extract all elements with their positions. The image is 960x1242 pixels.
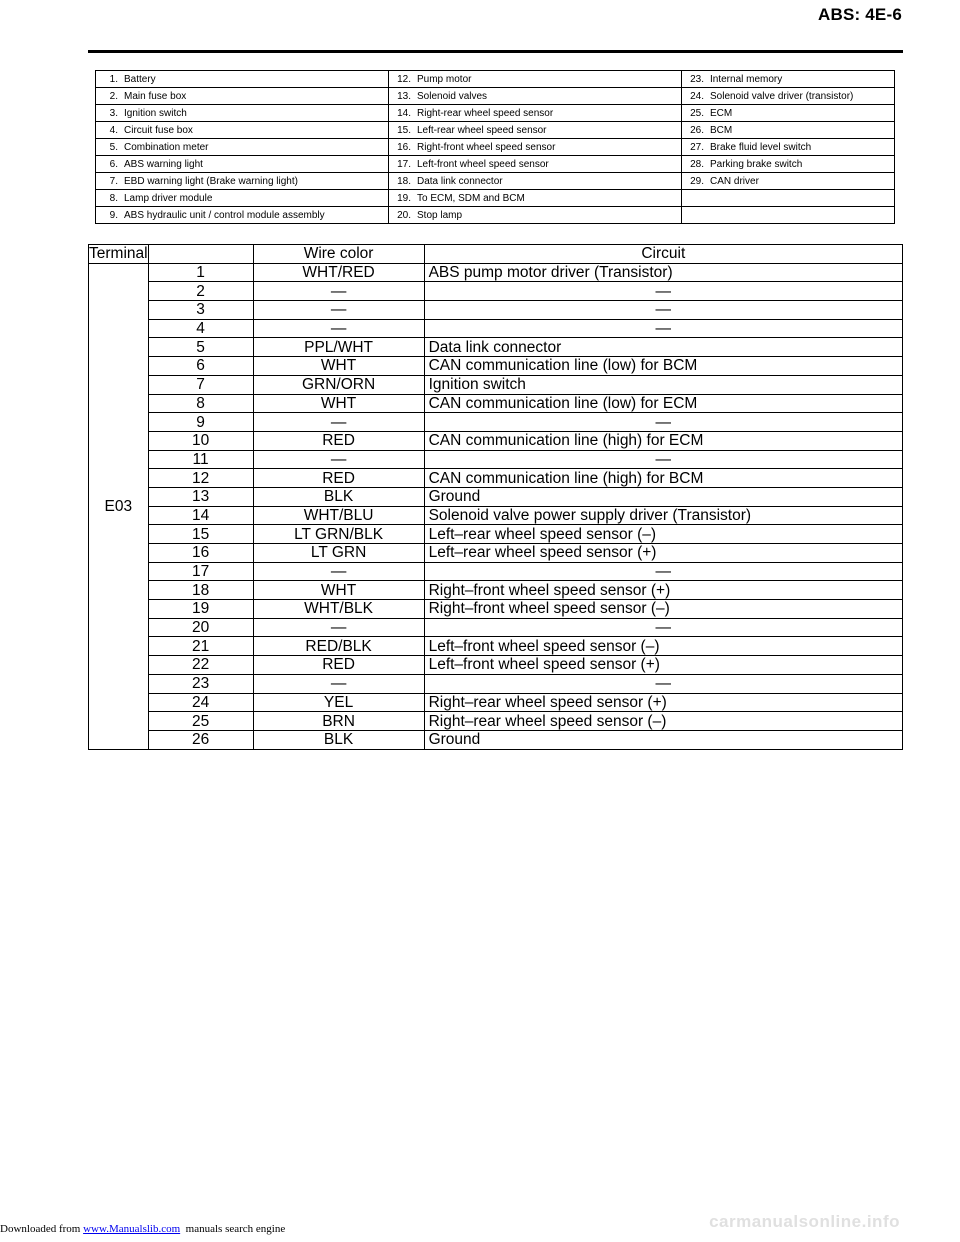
- pin-number: 23: [148, 674, 253, 693]
- terminal-row: [89, 730, 903, 749]
- wire-color: —: [253, 618, 424, 637]
- wire-color: —: [253, 450, 424, 469]
- legend-item-label: BCM: [710, 124, 733, 136]
- wire-color: WHT: [253, 394, 424, 413]
- legend-item-number: 18.: [397, 175, 411, 187]
- legend-cell: [389, 88, 682, 105]
- legend-item-number: 12.: [397, 73, 411, 85]
- legend-cell: [96, 105, 389, 122]
- legend-item-label: Combination meter: [124, 141, 209, 153]
- circuit-description: Right–rear wheel speed sensor (–): [424, 712, 902, 731]
- wire-color: —: [253, 674, 424, 693]
- legend-cell: [389, 207, 682, 224]
- legend-item-label: CAN driver: [710, 175, 759, 187]
- legend-item-label: Right-front wheel speed sensor: [417, 141, 556, 153]
- pin-number: 17: [148, 562, 253, 581]
- page-footer: [0, 1223, 285, 1235]
- legend-item-label: Solenoid valves: [417, 90, 488, 102]
- circuit-description: —: [424, 413, 902, 432]
- legend-item-label: Solenoid valve driver (transistor): [710, 90, 854, 102]
- wire-color: BLK: [253, 730, 424, 749]
- wire-color: WHT/BLK: [253, 600, 424, 619]
- terminal-row: [89, 712, 903, 731]
- pin-number: 3: [148, 301, 253, 320]
- legend-item-number: 9.: [109, 209, 118, 221]
- legend-cell: [96, 156, 389, 173]
- legend-item-number: 23.: [690, 73, 704, 85]
- legend-cell: [682, 207, 895, 224]
- terminal-row: [89, 263, 903, 282]
- legend-row: [96, 88, 895, 105]
- circuit-description: Ignition switch: [424, 375, 902, 394]
- legend-item-number: 28.: [690, 158, 704, 170]
- pin-number: 20: [148, 618, 253, 637]
- legend-item-number: 3.: [109, 107, 118, 119]
- pin-number: 14: [148, 506, 253, 525]
- pin-number: 12: [148, 469, 253, 488]
- wire-color: LT GRN: [253, 544, 424, 563]
- legend-item-label: ECM: [710, 107, 733, 119]
- terminal-row: [89, 600, 903, 619]
- manualslib-link[interactable]: www.Manualslib.com: [83, 1223, 181, 1235]
- legend-row: [96, 173, 895, 190]
- circuit-description: Right–rear wheel speed sensor (+): [424, 693, 902, 712]
- legend-cell: [682, 190, 895, 207]
- terminal-row: [89, 450, 903, 469]
- legend-item-label: ABS hydraulic unit / control module assembly: [124, 209, 325, 221]
- terminal-row: [89, 562, 903, 581]
- component-legend-table: [95, 70, 895, 224]
- circuit-description: —: [424, 450, 902, 469]
- terminal-row: [89, 375, 903, 394]
- pin-number: 22: [148, 656, 253, 675]
- legend-cell: [96, 190, 389, 207]
- wire-color: YEL: [253, 693, 424, 712]
- legend-item-number: 29.: [690, 175, 704, 187]
- terminal-row: [89, 469, 903, 488]
- legend-cell: [96, 71, 389, 88]
- legend-item-label: EBD warning light (Brake warning light): [124, 175, 298, 187]
- legend-cell: [96, 139, 389, 156]
- legend-item-label: Pump motor: [417, 73, 472, 85]
- header-terminal: Terminal: [89, 245, 148, 263]
- wire-color: BLK: [253, 487, 424, 506]
- terminal-row: [89, 693, 903, 712]
- legend-cell: [96, 207, 389, 224]
- wire-color: RED: [253, 656, 424, 675]
- legend-item-number: 19.: [397, 192, 411, 204]
- legend-item-number: 8.: [109, 192, 118, 204]
- terminal-row: [89, 301, 903, 320]
- terminal-row: [89, 282, 903, 301]
- legend-item-number: 13.: [397, 90, 411, 102]
- pin-number: 8: [148, 394, 253, 413]
- legend-cell: [96, 173, 389, 190]
- legend-item-number: 2.: [109, 90, 118, 102]
- pin-number: 1: [148, 263, 253, 282]
- circuit-description: CAN communication line (low) for BCM: [424, 357, 902, 376]
- legend-cell: [682, 173, 895, 190]
- legend-cell: [389, 173, 682, 190]
- legend-item-number: 4.: [109, 124, 118, 136]
- pin-number: 7: [148, 375, 253, 394]
- legend-cell: [389, 71, 682, 88]
- wire-color: WHT: [253, 357, 424, 376]
- legend-item-label: Lamp driver module: [124, 192, 213, 204]
- legend-item-label: Brake fluid level switch: [710, 141, 812, 153]
- terminal-id: E03: [89, 263, 149, 749]
- legend-item-label: Left-front wheel speed sensor: [417, 158, 549, 170]
- pin-number: 10: [148, 431, 253, 450]
- circuit-description: CAN communication line (high) for ECM: [424, 431, 902, 450]
- terminal-circuit-table: [88, 244, 903, 750]
- terminal-row: [89, 394, 903, 413]
- terminal-row: [89, 357, 903, 376]
- legend-item-label: Main fuse box: [124, 90, 187, 102]
- pin-number: 13: [148, 487, 253, 506]
- circuit-description: ABS pump motor driver (Transistor): [424, 263, 902, 282]
- header-divider: [88, 50, 903, 53]
- terminal-row: [89, 525, 903, 544]
- terminal-row: [89, 656, 903, 675]
- legend-item-number: 1.: [109, 73, 118, 85]
- pin-number: 2: [148, 282, 253, 301]
- watermark-text: carmanualsonline.info: [709, 1212, 900, 1231]
- pin-number: 6: [148, 357, 253, 376]
- pin-number: 18: [148, 581, 253, 600]
- terminal-row: [89, 338, 903, 357]
- header-wire-color: Wire color: [253, 245, 424, 264]
- legend-item-number: 7.: [109, 175, 118, 187]
- legend-item-label: Circuit fuse box: [124, 124, 193, 136]
- legend-item-label: Internal memory: [710, 73, 783, 85]
- wire-color: WHT/BLU: [253, 506, 424, 525]
- pin-number: 5: [148, 338, 253, 357]
- legend-cell: [682, 156, 895, 173]
- pin-number: 11: [148, 450, 253, 469]
- wire-color: RED/BLK: [253, 637, 424, 656]
- legend-item-number: 20.: [397, 209, 411, 221]
- legend-item-number: 26.: [690, 124, 704, 136]
- wire-color: RED: [253, 431, 424, 450]
- legend-item-label: To ECM, SDM and BCM: [417, 192, 525, 204]
- wire-color: —: [253, 562, 424, 581]
- legend-item-number: 27.: [690, 141, 704, 153]
- pin-number: 15: [148, 525, 253, 544]
- circuit-description: Left–front wheel speed sensor (+): [424, 656, 902, 675]
- wire-color: —: [253, 282, 424, 301]
- legend-cell: [389, 156, 682, 173]
- legend-item-label: Left-rear wheel speed sensor: [417, 124, 547, 136]
- terminal-row: [89, 319, 903, 338]
- pin-number: 25: [148, 712, 253, 731]
- legend-row: [96, 207, 895, 224]
- legend-item-label: ABS warning light: [124, 158, 203, 170]
- terminal-row: [89, 431, 903, 450]
- legend-row: [96, 139, 895, 156]
- pin-number: 19: [148, 600, 253, 619]
- legend-item-number: 16.: [397, 141, 411, 153]
- pin-number: 9: [148, 413, 253, 432]
- terminal-table-header-row: [89, 245, 903, 264]
- legend-item-number: 25.: [690, 107, 704, 119]
- legend-item-number: 14.: [397, 107, 411, 119]
- circuit-description: —: [424, 618, 902, 637]
- legend-row: [96, 105, 895, 122]
- terminal-row: [89, 674, 903, 693]
- legend-cell: [682, 71, 895, 88]
- page-header-title: ABS: 4E-6: [818, 5, 902, 24]
- wire-color: WHT/RED: [253, 263, 424, 282]
- circuit-description: Left–front wheel speed sensor (–): [424, 637, 902, 656]
- pin-number: 26: [148, 730, 253, 749]
- legend-item-label: Battery: [124, 73, 156, 85]
- legend-cell: [389, 139, 682, 156]
- wire-color: PPL/WHT: [253, 338, 424, 357]
- pin-number: 21: [148, 637, 253, 656]
- terminal-row: [89, 487, 903, 506]
- pin-number: 24: [148, 693, 253, 712]
- wire-color: WHT: [253, 581, 424, 600]
- terminal-row: [89, 581, 903, 600]
- wire-color: GRN/ORN: [253, 375, 424, 394]
- legend-item-label: Right-rear wheel speed sensor: [417, 107, 554, 119]
- circuit-description: CAN communication line (high) for BCM: [424, 469, 902, 488]
- circuit-description: —: [424, 319, 902, 338]
- terminal-row: [89, 544, 903, 563]
- legend-item-label: Ignition switch: [124, 107, 187, 119]
- circuit-description: —: [424, 562, 902, 581]
- legend-item-label: Stop lamp: [417, 209, 463, 221]
- legend-row: [96, 190, 895, 207]
- legend-cell: [682, 105, 895, 122]
- legend-cell: [96, 88, 389, 105]
- legend-item-number: 17.: [397, 158, 411, 170]
- legend-item-label: Data link connector: [417, 175, 503, 187]
- legend-item-number: 15.: [397, 124, 411, 136]
- legend-cell: [682, 88, 895, 105]
- terminal-row: [89, 637, 903, 656]
- footer-prefix: Downloaded from: [0, 1223, 84, 1235]
- wire-color: LT GRN/BLK: [253, 525, 424, 544]
- legend-cell: [96, 122, 389, 139]
- circuit-description: Right–front wheel speed sensor (+): [424, 581, 902, 600]
- legend-cell: [682, 139, 895, 156]
- legend-cell: [389, 122, 682, 139]
- circuit-description: CAN communication line (low) for ECM: [424, 394, 902, 413]
- wire-color: —: [253, 319, 424, 338]
- circuit-description: Ground: [424, 730, 902, 749]
- circuit-description: Left–rear wheel speed sensor (+): [424, 544, 902, 563]
- circuit-description: Left–rear wheel speed sensor (–): [424, 525, 902, 544]
- legend-row: [96, 156, 895, 173]
- legend-row: [96, 71, 895, 88]
- wire-color: BRN: [253, 712, 424, 731]
- circuit-description: Right–front wheel speed sensor (–): [424, 600, 902, 619]
- circuit-description: Data link connector: [424, 338, 902, 357]
- circuit-description: —: [424, 282, 902, 301]
- terminal-row: [89, 618, 903, 637]
- circuit-description: —: [424, 301, 902, 320]
- circuit-description: —: [424, 674, 902, 693]
- legend-item-label: Parking brake switch: [710, 158, 803, 170]
- wire-color: —: [253, 301, 424, 320]
- legend-cell: [682, 122, 895, 139]
- legend-row: [96, 122, 895, 139]
- terminal-row: [89, 506, 903, 525]
- wire-color: RED: [253, 469, 424, 488]
- legend-cell: [389, 105, 682, 122]
- wire-color: —: [253, 413, 424, 432]
- footer-suffix: manuals search engine: [180, 1223, 286, 1235]
- legend-item-number: 24.: [690, 90, 704, 102]
- legend-item-number: 5.: [109, 141, 118, 153]
- circuit-description: Ground: [424, 487, 902, 506]
- legend-cell: [389, 190, 682, 207]
- circuit-description: Solenoid valve power supply driver (Transistor): [424, 506, 902, 525]
- terminal-row: [89, 413, 903, 432]
- legend-item-number: 6.: [109, 158, 118, 170]
- header-circuit: Circuit: [424, 245, 902, 264]
- pin-number: 16: [148, 544, 253, 563]
- pin-number: 4: [148, 319, 253, 338]
- header-pin: [148, 245, 253, 264]
